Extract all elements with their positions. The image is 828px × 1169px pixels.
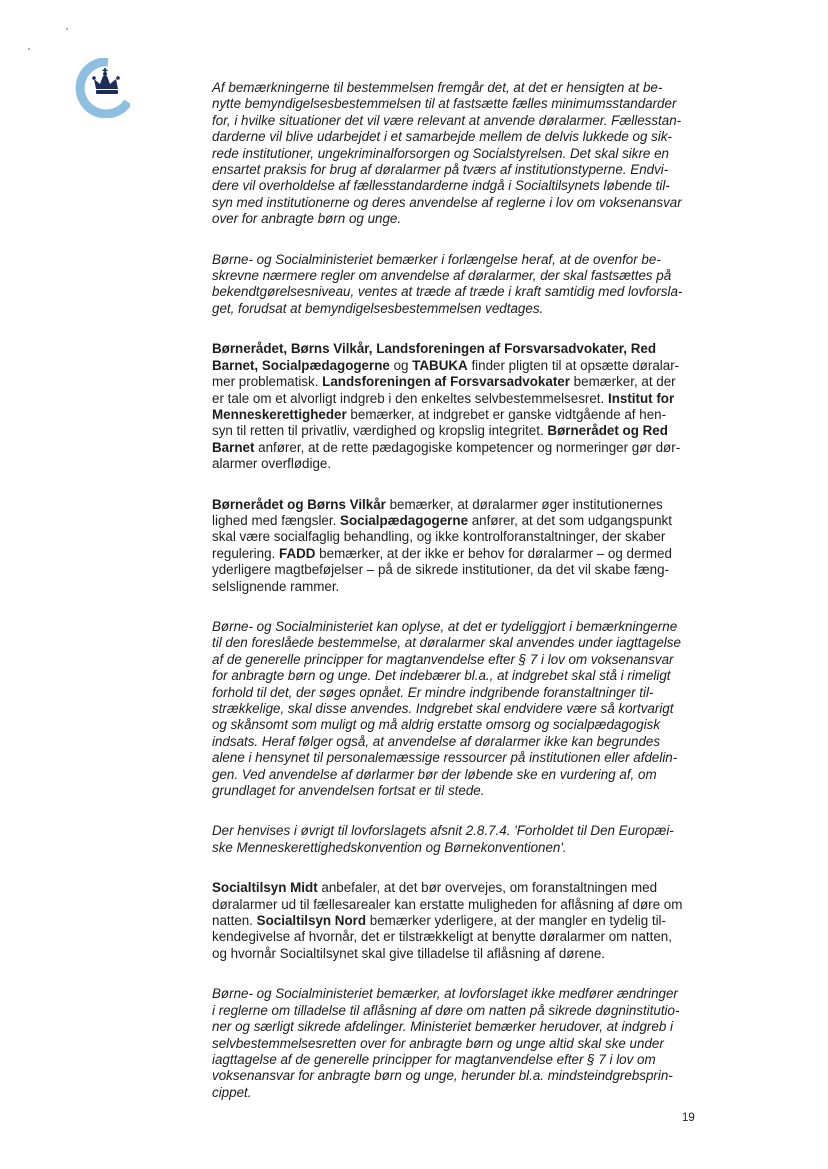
text-line <box>212 619 704 635</box>
text-run: ske Menneskerettighedskonvention og Børnekonventionen'. <box>212 839 567 855</box>
bold-text: Socialpædagogerne <box>340 512 469 528</box>
bold-text: Børnerådet, Børns Vilkår, Landsforeningen af Forsvarsadvokater, Red <box>212 341 657 357</box>
text-run: strækkelige, skal disse anvendes. Indgrebet skal endvidere være så kortvarigt <box>212 701 674 716</box>
text-line <box>212 301 704 317</box>
text-line <box>212 268 704 284</box>
text-line <box>212 211 704 227</box>
text-run: nytte bemyndigelsesbestemmelsen til at fastsætte fælles minimumsstandarder <box>212 96 677 112</box>
text-line <box>212 823 704 839</box>
text-run: bemærker yderligere, at der mangler en tydelig til- <box>366 913 666 929</box>
text-run: dere vil overholdelse af fællesstandarderne indgå i Socialtilsynets løbende til- <box>212 178 670 194</box>
text-run: Børne- og Socialministeriet bemærker, at lovforslaget ikke medfører ændringer <box>212 986 678 1002</box>
bold-text: Socialtilsyn Nord <box>256 913 367 929</box>
paragraph <box>212 497 704 595</box>
text-line <box>212 579 704 595</box>
text-line <box>212 440 704 456</box>
text-run: i reglerne om tilladelse til aflåsning af døre om natten på sikrede døgninstitutio- <box>212 1002 680 1018</box>
text-run: syn til retten til privatliv, værdighed og kropslig integritet. <box>212 423 548 439</box>
text-line <box>212 1068 704 1084</box>
text-run: mer problematisk. <box>212 374 323 390</box>
text-run: bemærker, at der ikke er behov for døralarmer – og dermed <box>315 545 672 561</box>
paragraph <box>212 80 704 228</box>
text-run: iagttagelse af de generelle principper for magtanvendelse efter § 7 i lov om <box>212 1051 656 1067</box>
text-run: alene i hensynet til personalemæssige ressourcer på institutionen eller afdelin- <box>212 750 678 766</box>
text-line <box>212 946 704 962</box>
text-run: bemærker, at indgrebet er ganske vidtgående af hen- <box>346 406 667 422</box>
scan-speck <box>28 48 30 50</box>
paragraph <box>212 252 704 318</box>
paragraph <box>212 880 704 962</box>
text-run: rede institutioner, ungekriminalforsorgen og Socialstyrelsen. Det skal sikre en <box>212 145 669 161</box>
text-line <box>212 750 704 766</box>
text-run: ensartet praksis for brug af døralarmer på tværs af institutionstyperne. Endvi- <box>212 162 669 178</box>
text-run: er tale om et alvorligt indgreb i den enkeltes selvbestemmelsesret. <box>212 390 608 406</box>
text-run: anfører, at det som udgangspunkt <box>468 512 672 528</box>
text-line <box>212 767 704 783</box>
text-line <box>212 391 704 407</box>
bold-text: Socialtilsyn Midt <box>212 880 318 896</box>
text-run: get, forudsat at bemyndigelsesbestemmelsen vedtages. <box>212 300 544 316</box>
text-run: og hvornår Socialtilsynet skal give tilladelse til aflåsning af dørene. <box>212 945 605 961</box>
text-run: finder pligten til at opsætte døralar- <box>467 357 680 373</box>
text-line <box>212 374 704 390</box>
text-line <box>212 195 704 211</box>
bold-text: Landsforeningen af Forsvarsadvokater <box>322 374 570 390</box>
text-line <box>212 1003 704 1019</box>
text-line <box>212 456 704 472</box>
text-line <box>212 178 704 194</box>
text-run: Børne- og Socialministeriet kan oplyse, at det er tydeliggjort i bemærkningerne <box>212 618 678 634</box>
text-run: anfører, at de rette pædagogiske kompetencer og normeringer gør dør- <box>254 439 681 455</box>
text-run: natten. <box>212 913 257 929</box>
page-number: 19 <box>682 1112 695 1124</box>
text-run: Børne- og Socialministeriet bemærker i forlængelse heraf, at de ovenfor be- <box>212 251 661 267</box>
text-line <box>212 407 704 423</box>
text-run: cippet. <box>212 1084 252 1100</box>
text-line <box>212 1085 704 1101</box>
text-line <box>212 734 704 750</box>
document-body <box>212 80 704 1125</box>
text-line <box>212 96 704 112</box>
text-run: indsats. Heraf følger også, at anvendelse af døralarmer ikke kan begrundes <box>212 733 661 749</box>
bold-text: Børnerådet og Red <box>547 423 668 439</box>
text-run: forhold til det, der søges opnået. Er mindre indgribende foranstaltninger til- <box>212 684 654 700</box>
text-run: og skånsomt som muligt og må aldrig erstatte omsorg og socialpædagogisk <box>212 717 661 733</box>
text-line <box>212 783 704 799</box>
text-run: skal være socialfaglig behandling, og ikke kontrolforanstaltninger, der skaber <box>212 529 666 545</box>
text-run: lighed med fængsler. <box>212 512 341 528</box>
bold-text: Børnerådet og Børns Vilkår <box>212 496 386 512</box>
text-line <box>212 929 704 945</box>
bold-text: Institut for <box>607 390 675 406</box>
text-line <box>212 717 704 733</box>
text-run: og <box>389 357 413 373</box>
text-line <box>212 423 704 439</box>
text-line <box>212 986 704 1002</box>
text-line <box>212 341 704 357</box>
text-run: syn med institutionerne og deres anvendelse af reglerne i lov om voksenansvar <box>212 194 682 210</box>
bold-text: Barnet <box>212 439 255 455</box>
text-line <box>212 668 704 684</box>
text-run: for, i hvilke situationer det vil være relevant at anvende døralarmer. Fællesstan- <box>212 112 682 128</box>
text-line <box>212 913 704 929</box>
text-run: over for anbragte børn og unge. <box>212 211 402 227</box>
paragraph <box>212 619 704 799</box>
text-run: bekendtgørelsesniveau, ventes at træde af træde i kraft samtidig med lovforsla- <box>212 284 683 300</box>
text-line <box>212 652 704 668</box>
text-run: døralarmer ud til fællesarealer kan erstatte muligheden for aflåsning af døre om <box>212 896 683 912</box>
text-line <box>212 529 704 545</box>
text-run: bemærker, at døralarmer øger institutionernes <box>385 496 663 512</box>
text-line <box>212 1052 704 1068</box>
text-run: til den foreslåede bestemmelse, at døralarmer skal anvendes under iagttagelse <box>212 635 681 651</box>
text-run: skrevne nærmere regler om anvendelse af døralarmer, der skal fastsættes på <box>212 268 672 284</box>
text-line <box>212 129 704 145</box>
text-run: grundlaget for anvendelsen fortsat er til stede. <box>212 783 485 799</box>
text-line <box>212 358 704 374</box>
paragraph <box>212 823 704 856</box>
text-run: selvbestemmelsesretten over for anbragte børn og unge altid skal ske under <box>212 1035 664 1051</box>
text-line <box>212 685 704 701</box>
text-line <box>212 284 704 300</box>
text-line <box>212 562 704 578</box>
text-run: gen. Ved anvendelse af dørlarmer bør der løbende ske en vurdering af, om <box>212 766 657 782</box>
text-line <box>212 546 704 562</box>
paragraph <box>212 341 704 472</box>
text-line <box>212 513 704 529</box>
text-run: anbefaler, at det bør overvejes, om foranstaltningen med <box>317 880 658 896</box>
text-line <box>212 252 704 268</box>
text-line <box>212 80 704 96</box>
text-line <box>212 897 704 913</box>
text-line <box>212 880 704 896</box>
bold-text: Menneskerettigheder <box>212 406 347 422</box>
text-run: Der henvises i øvrigt til lovforslagets afsnit 2.8.7.4. 'Forholdet til Den Europæi- <box>212 823 674 839</box>
text-run: Af bemærkningerne til bestemmelsen fremgår det, at det er hensigten at be- <box>212 80 663 95</box>
bold-text: FADD <box>279 545 316 561</box>
text-line <box>212 113 704 129</box>
text-run: yderligere magtbeføjelser – på de sikrede institutioner, da det vil skabe fæng- <box>212 562 670 578</box>
text-line <box>212 635 704 651</box>
text-run: darderne vil blive udarbejdet i et samarbejde mellem de delvis lukkede og sik- <box>212 129 672 145</box>
text-run: bemærker, at der <box>569 374 676 390</box>
text-run: ner og særligt sikrede afdelinger. Ministeriet bemærker herudover, at indgreb i <box>212 1019 673 1035</box>
text-line <box>212 1019 704 1035</box>
text-run: af de generelle principper for magtanvendelse efter § 7 i lov om voksenansvar <box>212 651 674 667</box>
text-line <box>212 1036 704 1052</box>
crown-emblem-icon <box>74 58 130 118</box>
text-run: voksenansvar for anbragte børn og unge, herunder bl.a. mindsteindgrebsprin- <box>212 1068 673 1084</box>
text-line <box>212 840 704 856</box>
text-run: selslignende rammer. <box>212 578 340 594</box>
bold-text: TABUKA <box>412 357 468 373</box>
text-line <box>212 701 704 717</box>
paragraph <box>212 986 704 1101</box>
text-run: for anbragte børn og unge. Det indebærer bl.a., at indgrebet skal stå i rimeligt <box>212 668 671 684</box>
text-run: alarmer overflødige. <box>212 456 332 472</box>
text-line <box>212 497 704 513</box>
text-line <box>212 162 704 178</box>
bold-text: Barnet, Socialpædagogerne <box>212 357 390 373</box>
text-run: regulering. <box>212 545 279 561</box>
text-line <box>212 146 704 162</box>
scan-speck <box>66 28 68 30</box>
text-run: kendegivelse af hvornår, det er tilstrækkeligt at benytte døralarmer om natten, <box>212 929 672 945</box>
